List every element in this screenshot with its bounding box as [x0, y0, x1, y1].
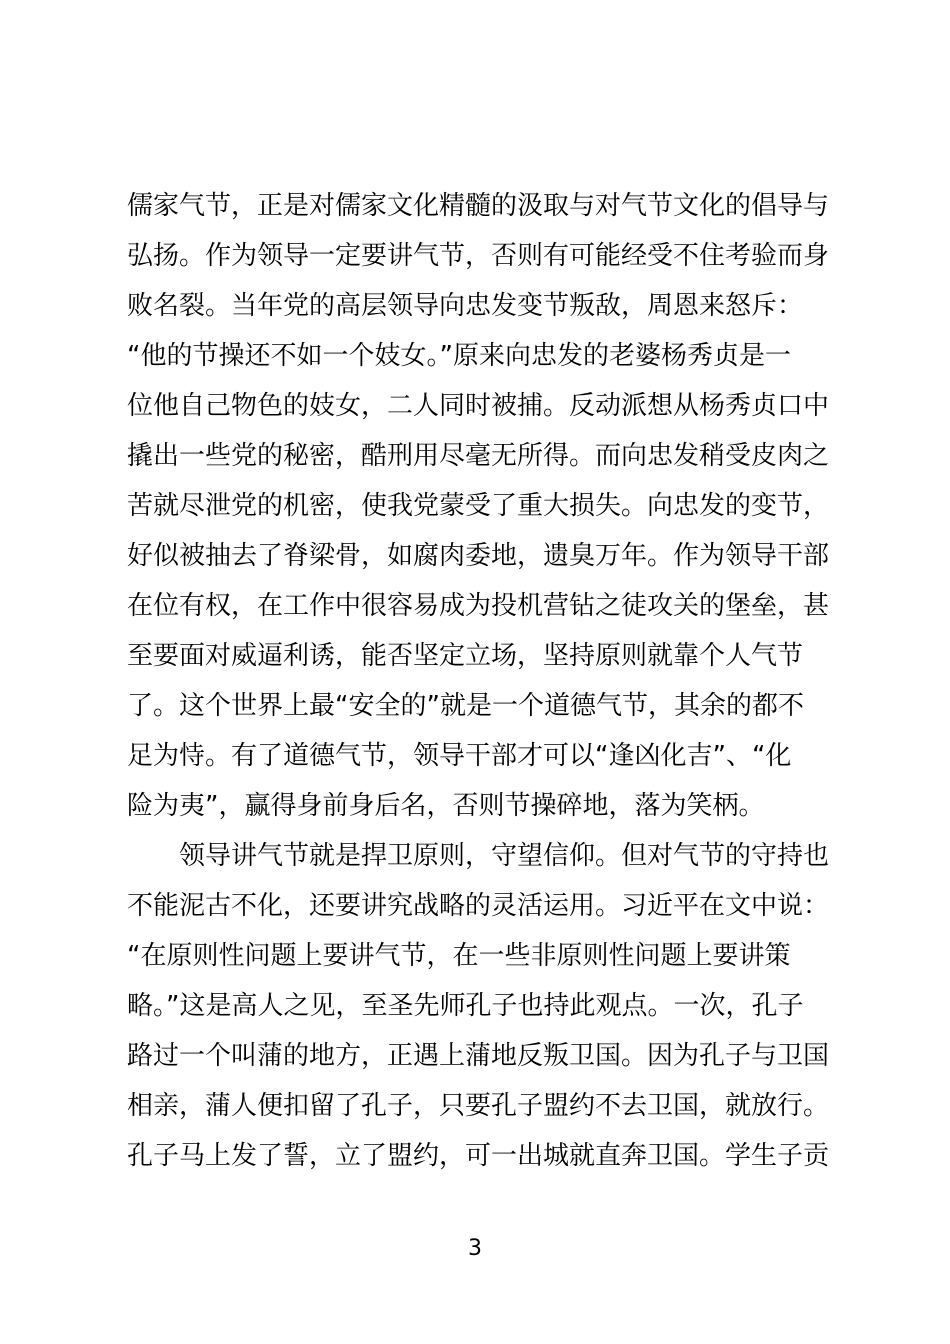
text-line-8: 好似被抽去了脊梁骨，如腐肉委地，遗臭万年。作为领导干部: [127, 541, 830, 571]
text-line-7: 苦就尽泄党的机密，使我党蒙受了重大损失。向忠发的变节，: [127, 491, 830, 521]
text-line-17: 略。”这是高人之见，至圣先师孔子也持此观点。一次，孔子: [127, 991, 804, 1021]
text-line-3: 败名裂。当年党的高层领导向忠发变节叛敌，周恩来怒斥：: [127, 291, 804, 321]
text-line-4: “他的节操还不如一个妓女。”原来向忠发的老婆杨秀贞是一: [127, 341, 791, 371]
text-line-5: 位他自己物色的妓女，二人同时被捕。反动派想从杨秀贞口中: [127, 391, 830, 421]
text-line-9: 在位有权，在工作中很容易成为投机营钻之徒攻关的堡垒，甚: [127, 591, 830, 621]
text-line-14: 领导讲气节就是捍卫原则，守望信仰。但对气节的守持也: [179, 841, 830, 871]
text-line-2: 弘扬。作为领导一定要讲气节，否则有可能经受不住考验而身: [127, 241, 830, 271]
text-line-16: “在原则性问题上要讲气节，在一些非原则性问题上要讲策: [127, 941, 791, 971]
text-line-13: 险为夷”，赢得身前身后名，否则节操碎地，落为笑柄。: [127, 791, 765, 821]
text-line-19: 相亲，蒲人便扣留了孔子，只要孔子盟约不去卫国，就放行。: [127, 1091, 830, 1121]
text-line-18: 路过一个叫蒲的地方，正遇上蒲地反叛卫国。因为孔子与卫国: [127, 1041, 830, 1071]
text-line-12: 足为恃。有了道德气节，领导干部才可以“逢凶化吉”、“化: [127, 741, 792, 771]
text-line-11: 了。这个世界上最“安全的”就是一个道德气节，其余的都不: [127, 691, 804, 721]
text-line-15: 不能泥古不化，还要讲究战略的灵活运用。习近平在文中说：: [127, 891, 830, 921]
body-text: [127, 181, 837, 1181]
page-number: 3: [468, 1236, 482, 1261]
text-line-1: 儒家气节，正是对儒家文化精髓的汲取与对气节文化的倡导与: [127, 191, 830, 221]
text-line-10: 至要面对威逼利诱，能否坚定立场，坚持原则就靠个人气节: [127, 641, 804, 671]
text-line-6: 撬出一些党的秘密，酷刑用尽毫无所得。而向忠发稍受皮肉之: [127, 441, 830, 471]
text-line-20: 孔子马上发了誓，立了盟约，可一出城就直奔卫国。学生子贡: [127, 1141, 830, 1171]
